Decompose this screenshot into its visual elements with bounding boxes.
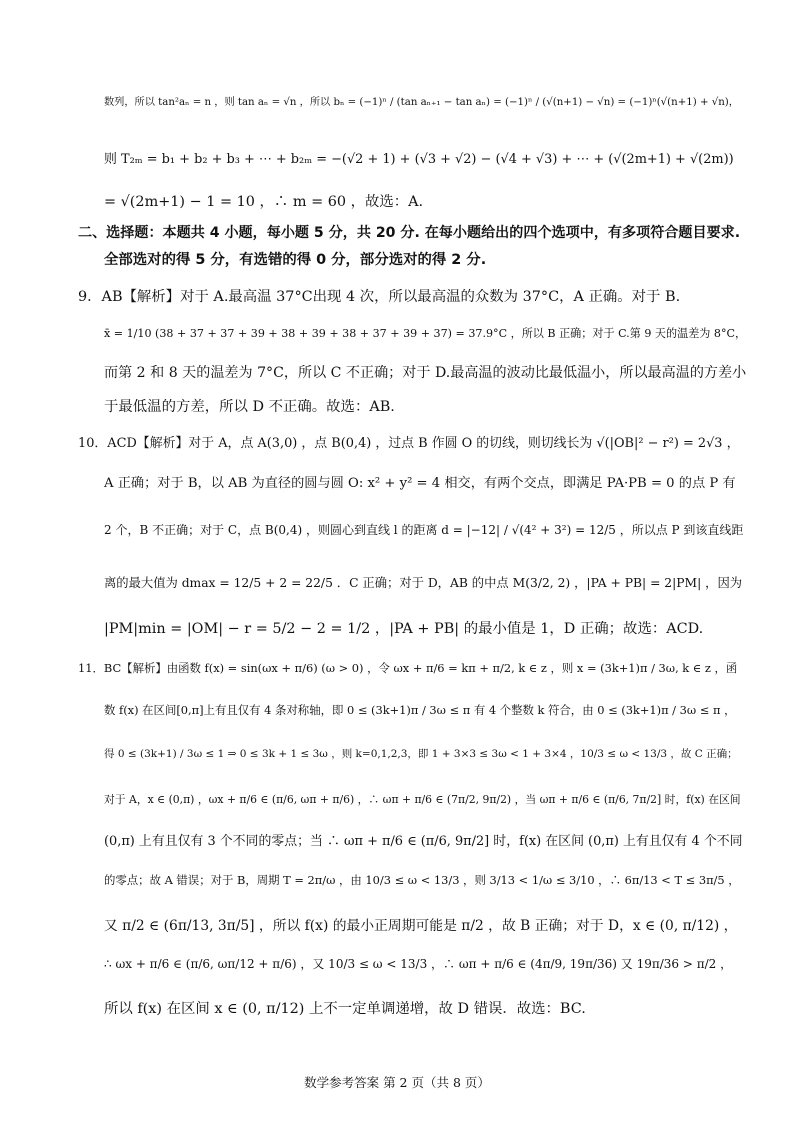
page-footer: 数学参考答案 第 2 页（共 8 页） bbox=[304, 1075, 490, 1090]
answer-page: 数列，所以 tan²aₙ = n ，则 tan aₙ = √n ，所以 bₙ = (−1)ⁿ / (tan aₙ₊₁ − tan aₙ) = (−1)ⁿ / (√(n+1) − √n) = (−1)ⁿ(√(n+1) + √n)， 则 T₂ₘ = b₁ + b₂ + b₃ + ⋯ + b₂ₘ = −(√2 + 1) + (√3 + √2) − (√4 + √3) + ⋯ + (√(2m+1) + √(2m)) = √(2m+1) − 1 = 10 ，∴ m = 60 ，故选：A. 二、选择题：本题共 4 小题，每小题 5 分，共 20 分. 在每小题给出的四个选项中，有多项符合题目要求. 全部选对的得 5 分，有选错的得 0 分，部分选对的得 2 分. 9．AB【解析】对于 A.最高温 37°C出现 4 次，所以最高温的众数为 37°C，A 正确。对于 B. x̄ = 1/10 (38 + 37 + 37 + 39 + 38 + 39 + 38 + 37 + 39 + 37) = 37.9°C ，所以 B 正确；对于 C.第 9 天的温差为 8°C， 而第 2 和 8 天的温差为 7°C，所以 C 不正确；对于 D.最高温的波动比最低温小，所以最高温的方差小 于最低温的方差，所以 D 不正确。故选：AB. 10．ACD【解析】对于 A，点 A(3,0) ，点 B(0,4) ，过点 B 作圆 O 的切线，则切线长为 √(|OB|² − r²) = 2√3 ， A 正确；对于 B，以 AB 为直径的圆与圆 O: x² + y² = 4 相交，有两个交点，即满足 PA·PB = 0 的点 P 有 2 个，B 不正确；对于 C，点 B(0,4) ，则圆心到直线 l 的距离 d = |−12| / √(4² + 3²) = 12/5 ，所以点 P 到该直线距 离的最大值为 dmax = 12/5 + 2 = 22/5 ．C 正确；对于 D，AB 的中点 M(3/2, 2) ，|PA + PB| = 2|PM| ，因为 |PM|min = |OM| − r = 5/2 − 2 = 1/2 ，|PA + PB| 的最小值是 1，D 正确；故选：ACD. 11．BC【解析】由函数 f(x) = sin(ωx + π/6) (ω > 0) ，令 ωx + π/6 = kπ + π/2, k ∈ z ，则 x = (3k+1)π / 3ω, k ∈ z ，函 数 f(x) 在区间[0,π]上有且仅有 4 条对称轴，即 0 ≤ (3k+1)π / 3ω ≤ π 有 4 个整数 k 符合，由 0 ≤ (3k+1)π / 3ω ≤ π ， 得 0 ≤ (3k+1) / 3ω ≤ 1 ⇒ 0 ≤ 3k + 1 ≤ 3ω ，则 k=0,1,2,3，即 1 + 3×3 ≤ 3ω < 1 + 3×4 ，10/3 ≤ ω < 13/3 ，故 C 正确； 对于 A，x ∈ (0,π) ，ωx + π/6 ∈ (π/6, ωπ + π/6) ，∴ ωπ + π/6 ∈ (7π/2, 9π/2) ，当 ωπ + π/6 ∈ (π/6, 7π/2] 时，f(x) 在区间 (0,π) 上有且仅有 3 个不同的零点；当 ∴ ωπ + π/6 ∈ (π/6, 9π/2] 时，f(x) 在区间 (0,π) 上有且仅有 4 个不同 的零点；故 A 错误；对于 B，周期 T = 2π/ω ，由 10/3 ≤ ω < 13/3 ，则 3/13 < 1/ω ≤ 3/10 ，∴ 6π/13 < T ≤ 3π/5 ， 又 π/2 ∈ (6π/13, 3π/5] ，所以 f(x) 的最小正周期可能是 π/2 ，故 B 正确；对于 D，x ∈ (0, π/12) ， ∴ ωx + π/6 ∈ (π/6, ωπ/12 + π/6) ，又 10/3 ≤ ω < 13/3 ，∴ ωπ + π/6 ∈ (4π/9, 19π/36) 又 19π/36 > π/2 ， 所以 f(x) 在区间 x ∈ (0, π/12) 上不一定单调递增，故 D 错误．故选：BC. 数学参考答案 第 2 页（共 8 页） bbox=[0, 0, 794, 1122]
